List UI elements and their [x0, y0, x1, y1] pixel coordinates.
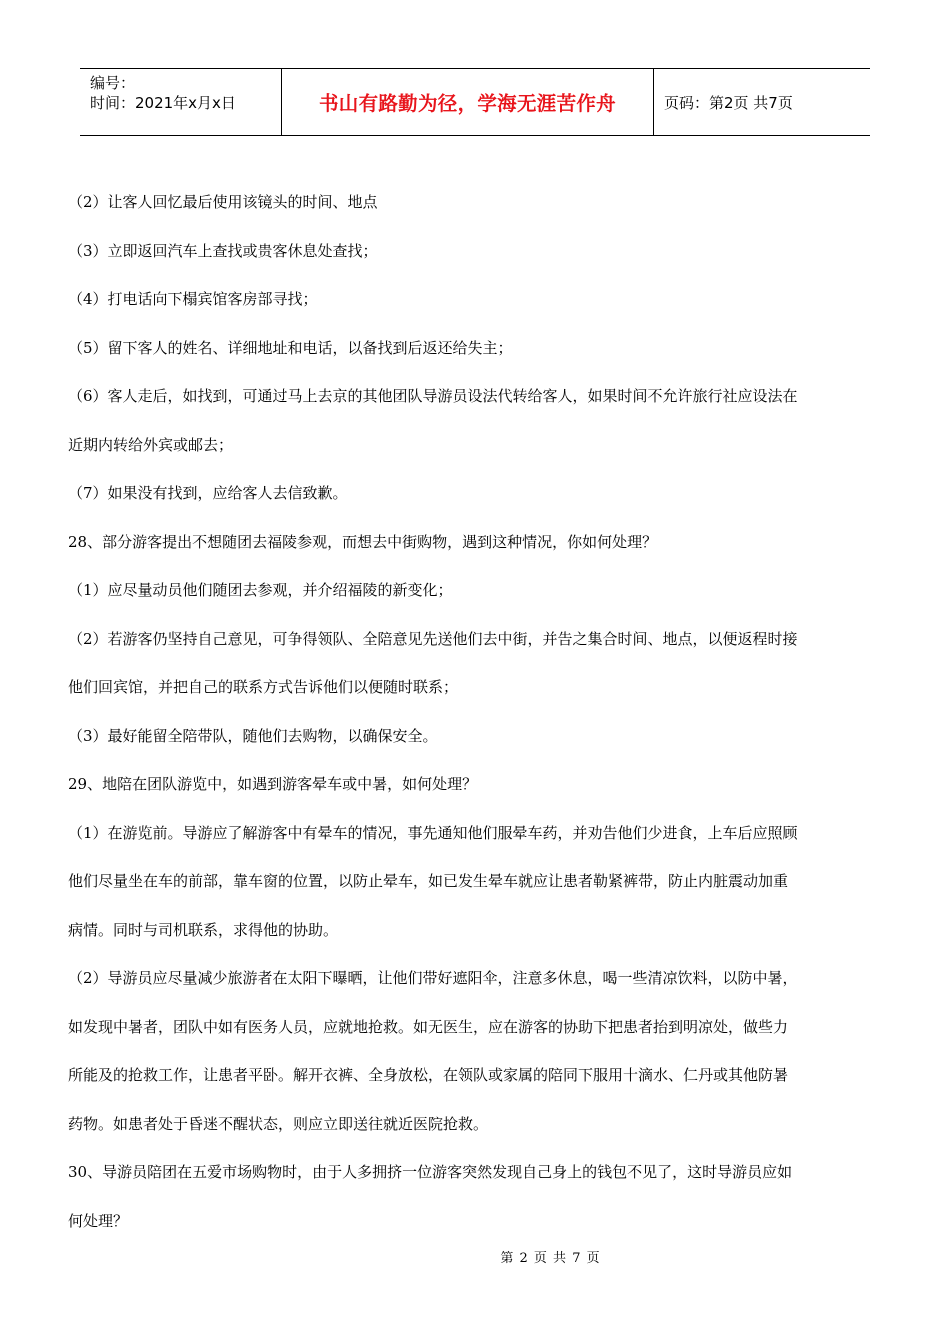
body-line: （3）最好能留全陪带队，随他们去购物，以确保安全。: [68, 726, 438, 745]
body-line: 病情。同时与司机联系，求得他的协助。: [68, 920, 339, 939]
document-number-label: 编号：: [90, 74, 136, 92]
document-date-label: 时间：2021年x月x日: [90, 94, 236, 112]
body-line: （6）客人走后，如找到，可通过马上去京的其他团队导游员设法代转给客人，如果时间不允许旅行社应设法在: [68, 387, 798, 405]
body-line: 他们尽量坐在车的前部，靠车窗的位置，以防止晕车，如已发生晕车就应让患者勒紧裤带，防止内脏震动加重: [68, 872, 789, 890]
body-line: 如发现中暑者，团队中如有医务人员，应就地抢救。如无医生，应在游客的协助下把患者抬到明凉处，做些力: [68, 1017, 789, 1036]
page-footer: 第 2 页 共 7 页: [500, 1251, 600, 1266]
question-heading: 30、导游员陪团在五爱市场购物时，由于人多拥挤一位游客突然发现自己身上的钱包不见了，这时导游员应如: [68, 1163, 793, 1181]
document-header: [80, 68, 870, 136]
header-page-number: 页码：第2页 共7页: [664, 93, 793, 112]
header-meta: [80, 69, 282, 135]
body-line: （7）如果没有找到，应给客人去信致歉。: [68, 484, 348, 502]
body-line: （2）若游客仍坚持自己意见，可争得领队、全陪意见先送他们去中街，并告之集合时间、地点，以便返程时接: [68, 629, 798, 648]
body-line: 何处理？: [68, 1211, 129, 1230]
body-line: （5）留下客人的姓名、详细地址和电话，以备找到后返还给失主；: [68, 338, 513, 357]
document-body: [68, 178, 888, 1245]
question-heading: 28、部分游客提出不想随团去福陵参观，而想去中街购物，遇到这种情况，你如何处理？: [68, 532, 658, 551]
body-line: 他们回宾馆，并把自己的联系方式告诉他们以便随时联系；: [68, 678, 459, 696]
body-line: （3）立即返回汽车上查找或贵客休息处查找；: [68, 241, 378, 260]
body-line: 近期内转给外宾或邮去；: [68, 435, 234, 454]
header-motto: 书山有路勤为径，学海无涯苦作舟: [282, 69, 654, 135]
body-line: （1）应尽量动员他们随团去参观，并介绍福陵的新变化；: [68, 581, 453, 599]
question-heading: 29、地陪在团队游览中，如遇到游客晕车或中暑，如何处理？: [68, 775, 478, 793]
body-line: （2）让客人回忆最后使用该镜头的时间、地点: [68, 193, 378, 211]
body-line: 所能及的抢救工作，让患者平卧。解开衣裤、全身放松，在领队或家属的陪同下服用十滴水、仁丹或其他防暑: [68, 1066, 789, 1084]
body-line: （1）在游览前。导游应了解游客中有晕车的情况，事先通知他们服晕车药，并劝告他们少进食，上车后应照顾: [68, 823, 798, 842]
body-line: （2）导游员应尽量减少旅游者在太阳下曝晒，让他们带好遮阳伞，注意多休息，喝一些清凉饮料，以防中暑，: [68, 969, 798, 987]
body-line: （4）打电话向下榻宾馆客房部寻找；: [68, 290, 318, 308]
body-line: 药物。如患者处于昏迷不醒状态，则应立即送往就近医院抢救。: [68, 1114, 489, 1133]
